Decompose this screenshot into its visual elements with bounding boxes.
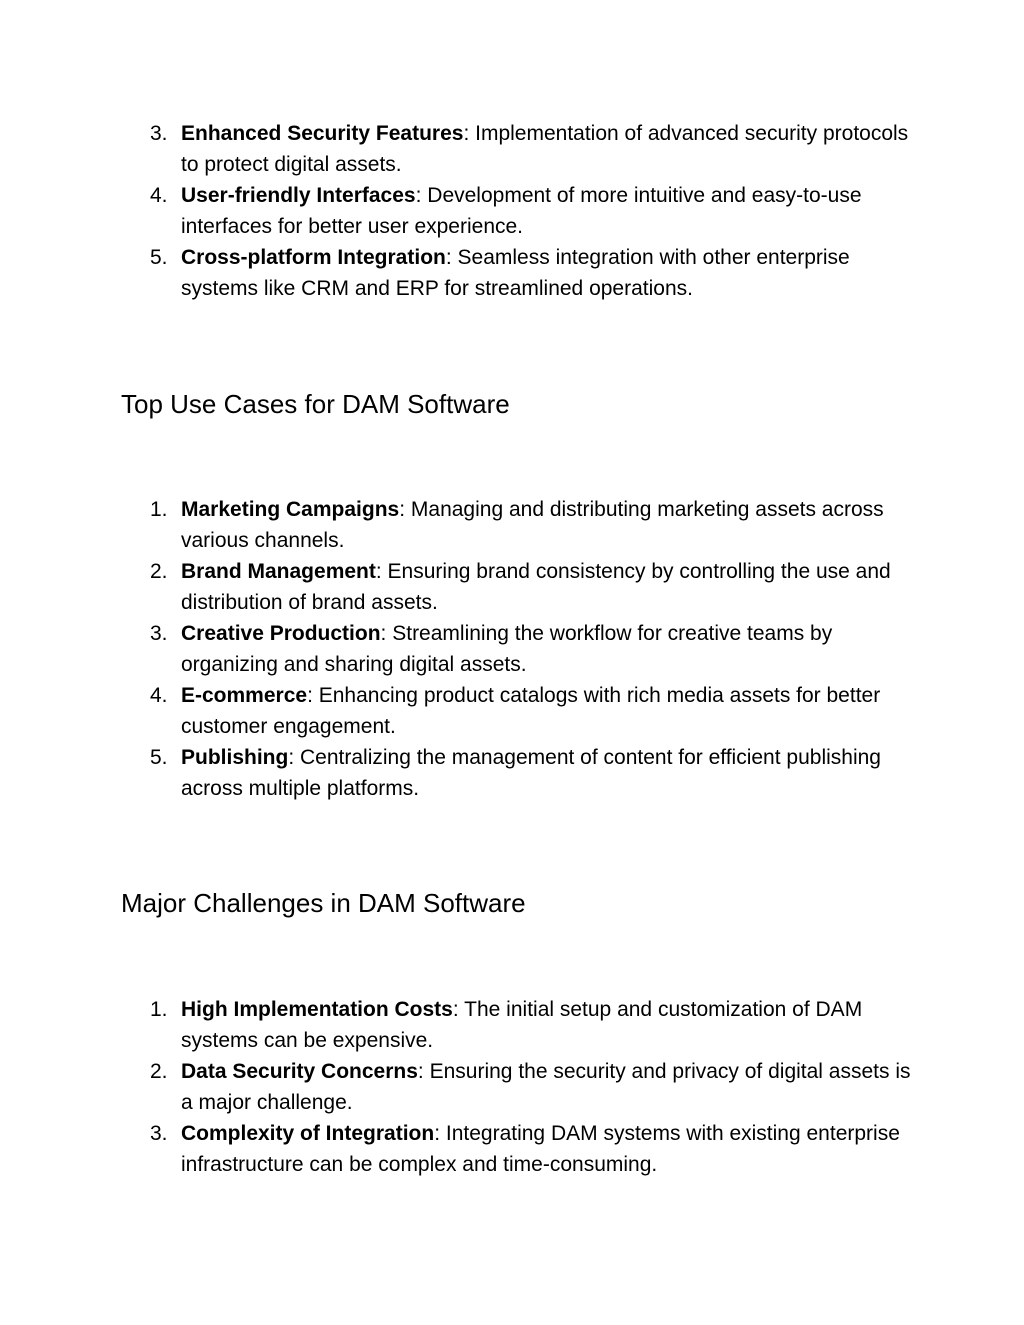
list-number: 3. (150, 122, 168, 145)
list-item (0, 994, 911, 1056)
list-separator: : (380, 622, 387, 645)
list-separator: : (288, 746, 295, 769)
list-term: Brand Management (181, 560, 376, 583)
list-item (0, 1056, 911, 1118)
list-term: Creative Production (181, 622, 381, 645)
list-term: User-friendly Interfaces (181, 184, 416, 207)
list-number: 5. (150, 246, 168, 269)
list-description: Implementation of advanced security protocols to protect digital assets. (181, 122, 909, 176)
list-description: Enhancing product catalogs with rich media assets for better customer engagement. (181, 684, 881, 738)
list-item (0, 494, 911, 556)
list-description: Streamlining the workflow for creative teams by organizing and sharing digital assets. (181, 622, 833, 676)
list-description: Centralizing the management of content for efficient publishing across multiple platforms. (181, 746, 881, 800)
list-separator: : (434, 1122, 441, 1145)
list-term: Enhanced Security Features (181, 122, 464, 145)
list-term: High Implementation Costs (181, 998, 453, 1021)
list-term: Data Security Concerns (181, 1060, 418, 1083)
list-number: 4. (150, 684, 168, 707)
list-number: 2. (150, 560, 168, 583)
list-number: 1. (150, 498, 168, 521)
list-description: Seamless integration with other enterprise systems like CRM and ERP for streamlined operations. (181, 246, 850, 300)
list-separator: : (399, 498, 406, 521)
list-term: Publishing (181, 746, 289, 769)
list-separator: : (375, 560, 382, 583)
list-item (0, 118, 911, 180)
list-description: The initial setup and customization of DAM systems can be expensive. (181, 998, 863, 1052)
list-number: 3. (150, 622, 168, 645)
list-item (0, 180, 911, 242)
use-cases-list (0, 494, 1024, 804)
list-number: 1. (150, 998, 168, 1021)
list-description: Managing and distributing marketing assets across various channels. (181, 498, 884, 552)
list-term: Marketing Campaigns (181, 498, 400, 521)
list-item (0, 556, 911, 618)
list-separator: : (307, 684, 313, 707)
list-description: Development of more intuitive and easy-to-use interfaces for better user experience. (181, 184, 862, 238)
list-term: Cross-platform Integration (181, 246, 446, 269)
list-separator: : (417, 1060, 424, 1083)
challenges-heading: Major Challenges in DAM Software (121, 888, 526, 918)
list-term: Complexity of Integration (181, 1122, 435, 1145)
list-number: 4. (150, 184, 168, 207)
future-trends-list (0, 118, 1024, 304)
list-separator: : (452, 998, 459, 1021)
list-item (0, 680, 911, 742)
list-description: Integrating DAM systems with existing enterprise infrastructure can be complex and time-consuming. (181, 1122, 900, 1176)
list-description: Ensuring the security and privacy of digital assets is a major challenge. (181, 1060, 911, 1114)
list-item (0, 242, 911, 304)
challenges-list (0, 994, 1024, 1180)
list-separator: : (445, 246, 452, 269)
list-item (0, 618, 911, 680)
list-separator: : (415, 184, 422, 207)
list-term: E-commerce (181, 684, 308, 707)
use-cases-heading: Top Use Cases for DAM Software (121, 389, 510, 419)
list-item (0, 742, 911, 804)
list-number: 5. (150, 746, 168, 769)
list-number: 2. (150, 1060, 168, 1083)
list-description: Ensuring brand consistency by controlling the use and distribution of brand assets. (181, 560, 891, 614)
list-separator: : (463, 122, 470, 145)
list-number: 3. (150, 1122, 168, 1145)
list-item (0, 1118, 911, 1180)
